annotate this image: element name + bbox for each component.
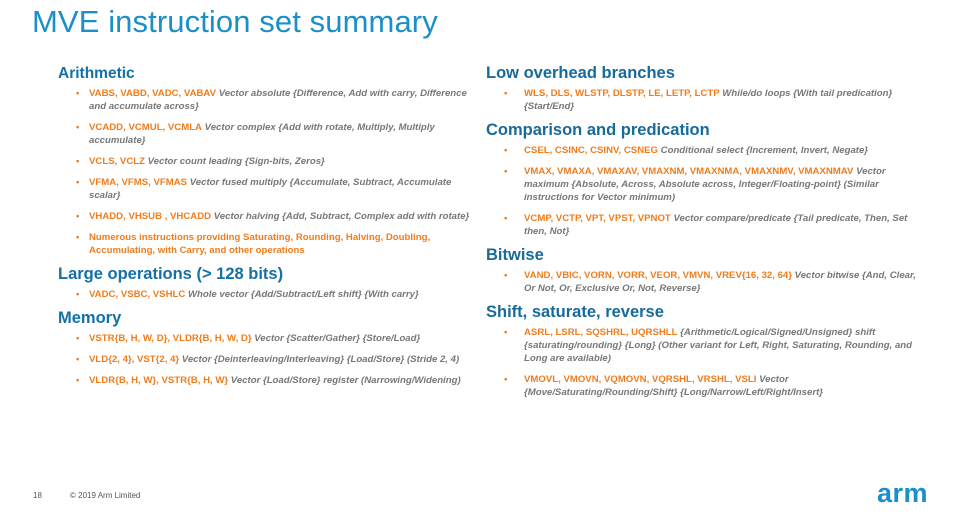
instruction-description: Vector {Deinterleaving/Interleaving} {Load/Store} (Stride 2, 4) bbox=[181, 354, 460, 365]
list-item bbox=[58, 210, 478, 223]
instruction-description: Vector absolute {Difference, Add with carry, Difference and accumulate across} bbox=[89, 88, 467, 112]
list-item bbox=[58, 121, 478, 147]
instruction-note: Numerous instructions providing Saturating, Rounding, Halving, Doubling, Accumulating, with Carry, and other operations bbox=[89, 232, 431, 256]
section-heading-shift: Shift, saturate, reverse bbox=[486, 303, 664, 321]
list-item bbox=[486, 165, 926, 204]
instruction-description: Vector {Scatter/Gather} {Store/Load} bbox=[254, 333, 421, 344]
section-heading-bitwise: Bitwise bbox=[486, 246, 544, 264]
comparison-list bbox=[486, 144, 926, 238]
shift-list bbox=[486, 326, 926, 399]
list-item bbox=[486, 269, 926, 295]
instruction-description: Vector compare/predicate {Tail predicate, Then, Set then, Not} bbox=[524, 213, 908, 237]
bitwise-list bbox=[486, 269, 926, 295]
instruction-description: Vector count leading {Sign-bits, Zeros} bbox=[147, 156, 325, 167]
instruction-names: VAND, VBIC, VORN, VORR, VEOR, VMVN, VREV{16, 32, 64} bbox=[524, 270, 792, 281]
instruction-names: VHADD, VHSUB , VHCADD bbox=[89, 211, 212, 222]
instruction-names: VMAX, VMAXA, VMAXAV, VMAXNM, VMAXNMA, VMAXNMV, VMAXNMAV bbox=[524, 166, 854, 177]
list-item bbox=[486, 212, 926, 238]
instruction-names: VMOVL, VMOVN, VQMOVN, VQRSHL, VRSHL, VSLI bbox=[524, 374, 757, 385]
list-item bbox=[58, 155, 478, 168]
list-item bbox=[486, 326, 926, 365]
instruction-names: VLDR{B, H, W}, VSTR{B, H, W} bbox=[89, 375, 229, 386]
list-item bbox=[58, 231, 478, 257]
section-heading-memory: Memory bbox=[58, 309, 122, 327]
section-heading-arithmetic: Arithmetic bbox=[58, 65, 135, 82]
slide-title: MVE instruction set summary bbox=[32, 4, 438, 39]
instruction-description: Vector maximum {Absolute, Across, Absolute across, Integer/Floating-point} (Similar instructions for Vector minimum) bbox=[524, 166, 886, 203]
list-item bbox=[58, 87, 478, 113]
section-heading-low-overhead-branches: Low overhead branches bbox=[486, 64, 675, 82]
large-operations-list bbox=[58, 288, 478, 301]
list-item bbox=[486, 144, 926, 157]
section-heading-large-operations: Large operations (> 128 bits) bbox=[58, 265, 284, 283]
branches-list bbox=[486, 87, 926, 113]
instruction-description: Vector {Move/Saturating/Rounding/Shift} {Long/Narrow/Left/Right/Insert} bbox=[524, 374, 824, 398]
section-heading-comparison: Comparison and predication bbox=[486, 121, 710, 139]
instruction-description: Vector halving {Add, Subtract, Complex add with rotate} bbox=[213, 211, 470, 222]
instruction-names: VFMA, VFMS, VFMAS bbox=[89, 177, 188, 188]
memory-list bbox=[58, 332, 478, 387]
instruction-description: Vector fused multiply {Accumulate, Subtract, Accumulate scalar} bbox=[89, 177, 452, 201]
list-item bbox=[58, 374, 478, 387]
copyright: © 2019 Arm Limited bbox=[70, 491, 141, 500]
instruction-description: Vector bitwise {And, Clear, Or Not, Or, Exclusive Or, Not, Reverse} bbox=[524, 270, 916, 294]
list-item bbox=[58, 353, 478, 366]
instruction-names: VCADD, VCMUL, VCMLA bbox=[89, 122, 202, 133]
page-number: 18 bbox=[33, 491, 42, 500]
instruction-names: VCMP, VCTP, VPT, VPST, VPNOT bbox=[524, 213, 671, 224]
instruction-names: VLD{2, 4}, VST{2, 4} bbox=[89, 354, 180, 365]
right-column bbox=[486, 64, 926, 407]
instruction-description: While/do loops {With tail predication} {Start/End} bbox=[524, 88, 893, 112]
list-item bbox=[486, 373, 926, 399]
left-column bbox=[58, 64, 478, 395]
instruction-description: Whole vector {Add/Subtract/Left shift} {With carry} bbox=[187, 289, 419, 300]
list-item bbox=[58, 288, 478, 301]
instruction-names: VABS, VABD, VADC, VABAV bbox=[89, 88, 217, 99]
arm-logo: arm bbox=[877, 478, 929, 508]
list-item bbox=[58, 176, 478, 202]
instruction-names: VSTR{B, H, W, D}, VLDR{B, H, W, D} bbox=[89, 333, 252, 344]
instruction-names: CSEL, CSINC, CSINV, CSNEG bbox=[524, 145, 658, 156]
instruction-description: {Arithmetic/Logical/Signed/Unsigned} shift {saturating/rounding} {Long} (Other variant for Left, Right, Saturating, Rounding, and Long are available) bbox=[524, 327, 913, 364]
instruction-names: ASRL, LSRL, SQSHRL, UQRSHLL bbox=[524, 327, 678, 338]
arithmetic-list bbox=[58, 87, 478, 257]
instruction-description: Conditional select {Increment, Invert, Negate} bbox=[660, 145, 869, 156]
list-item bbox=[58, 332, 478, 345]
instruction-names: WLS, DLS, WLSTP, DLSTP, LE, LETP, LCTP bbox=[524, 88, 720, 99]
list-item bbox=[486, 87, 926, 113]
instruction-description: Vector complex {Add with rotate, Multiply, Multiply accumulate} bbox=[89, 122, 435, 146]
instruction-description: Vector {Load/Store} register (Narrowing/Widening) bbox=[230, 375, 461, 386]
instruction-names: VADC, VSBC, VSHLC bbox=[89, 289, 186, 300]
instruction-names: VCLS, VCLZ bbox=[89, 156, 145, 167]
